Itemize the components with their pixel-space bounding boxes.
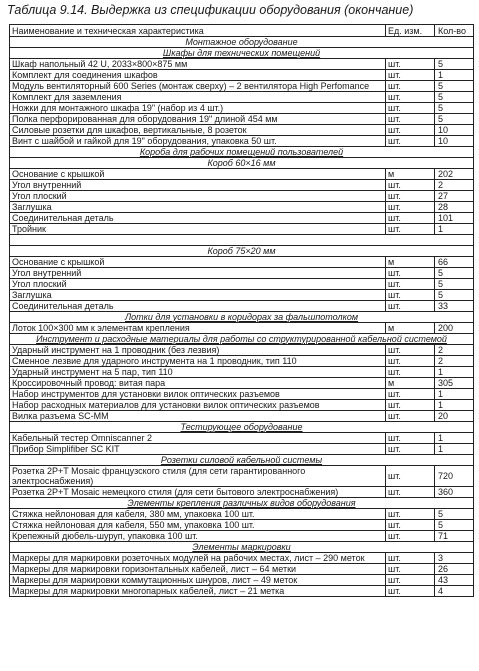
item-qty: 202 — [435, 169, 474, 180]
specification-table — [9, 24, 474, 597]
table-row — [10, 552, 474, 563]
item-qty: 2 — [435, 355, 474, 366]
item-qty: 33 — [435, 300, 474, 311]
table-row — [10, 366, 474, 377]
table-row — [10, 508, 474, 519]
section-title — [10, 497, 474, 508]
section-title — [10, 158, 474, 169]
item-name: Угол плоский — [10, 278, 386, 289]
section-title-text: Монтажное оборудование — [185, 37, 298, 47]
item-unit: шт. — [386, 213, 435, 224]
item-name: Маркеры для маркировки розеточных модулей на рабочих местах, лист – 290 меток — [10, 552, 386, 563]
table-row — [10, 410, 474, 421]
item-unit: шт. — [386, 443, 435, 454]
table-row — [10, 432, 474, 443]
item-qty: 28 — [435, 202, 474, 213]
section-title-text: Инструмент и расходные материалы для работы со структурированной кабельной системой — [36, 333, 447, 344]
section-row — [10, 48, 474, 59]
item-qty: 1 — [435, 224, 474, 235]
section-title — [10, 454, 474, 465]
item-qty: 66 — [435, 256, 474, 267]
item-name: Крепежный дюбель-шуруп, упаковка 100 шт. — [10, 530, 386, 541]
section-title-text: Короба для рабочих помещений пользователей — [139, 147, 344, 157]
item-unit: м — [386, 169, 435, 180]
item-name: Маркеры для маркировки многопарных кабелей, лист – 21 метка — [10, 585, 386, 596]
item-qty: 1 — [435, 70, 474, 81]
item-unit: шт. — [386, 344, 435, 355]
header-unit: Ед. изм. — [386, 25, 435, 37]
item-name: Набор инструментов для установки вилок оптических разъемов — [10, 388, 386, 399]
item-qty: 4 — [435, 585, 474, 596]
item-name: Основание с крышкой — [10, 256, 386, 267]
item-unit: шт. — [386, 563, 435, 574]
item-qty: 20 — [435, 410, 474, 421]
item-name: Полка перфорированная для оборудования 19" длиной 454 мм — [10, 114, 386, 125]
item-qty: 1 — [435, 399, 474, 410]
item-name: Силовые розетки для шкафов, вертикальные, 8 розеток — [10, 125, 386, 136]
table-row — [10, 574, 474, 585]
table-row — [10, 486, 474, 497]
item-unit: м — [386, 322, 435, 333]
section-row — [10, 147, 474, 158]
item-name: Угол внутренний — [10, 267, 386, 278]
item-qty: 200 — [435, 322, 474, 333]
section-title-text: Тестирующее оборудование — [180, 421, 303, 432]
item-qty: 5 — [435, 114, 474, 125]
table-row — [10, 191, 474, 202]
item-qty: 3 — [435, 552, 474, 563]
item-name: Вилка разъема SC-MM — [10, 410, 386, 421]
table-row — [10, 59, 474, 70]
item-qty: 5 — [435, 59, 474, 70]
item-name: Розетка 2P+T Mosaic немецкого стиля (для сети бытового электроснабжения) — [10, 486, 386, 497]
item-qty: 10 — [435, 125, 474, 136]
item-unit: шт. — [386, 289, 435, 300]
item-name: Сменное лезвие для ударного инструмента на 1 проводник, тип 110 — [10, 355, 386, 366]
item-qty: 1 — [435, 388, 474, 399]
table-row — [10, 169, 474, 180]
table-row — [10, 399, 474, 410]
table-row — [10, 202, 474, 213]
item-name: Тройник — [10, 224, 386, 235]
item-unit: шт. — [386, 70, 435, 81]
item-qty: 5 — [435, 508, 474, 519]
item-unit: шт. — [386, 81, 435, 92]
section-row — [10, 541, 474, 552]
item-name: Комплект для заземления — [10, 92, 386, 103]
item-unit: шт. — [386, 136, 435, 147]
item-unit: шт. — [386, 355, 435, 366]
section-title-text: Короб 60×16 мм — [207, 158, 276, 168]
item-unit: шт. — [386, 125, 435, 136]
item-unit: шт. — [386, 180, 435, 191]
item-unit: шт. — [386, 552, 435, 563]
item-qty: 10 — [435, 136, 474, 147]
item-name: Кроссировочный провод: витая пара — [10, 377, 386, 388]
header-name: Наименование и техническая характеристика — [10, 25, 386, 37]
section-title — [10, 311, 474, 322]
item-unit: м — [386, 377, 435, 388]
item-unit: шт. — [386, 410, 435, 421]
table-caption: Таблица 9.14. Выдержка из спецификации оборудования (окончание) — [7, 3, 414, 17]
item-qty: 26 — [435, 563, 474, 574]
table-row — [10, 278, 474, 289]
item-unit: шт. — [386, 508, 435, 519]
table-row — [10, 213, 474, 224]
item-unit: шт. — [386, 103, 435, 114]
section-title-text: Розетки силовой кабельной системы — [160, 454, 323, 465]
table-row — [10, 114, 474, 125]
table-row — [10, 585, 474, 596]
item-unit: шт. — [386, 92, 435, 103]
item-qty: 305 — [435, 377, 474, 388]
item-qty: 101 — [435, 213, 474, 224]
section-title — [10, 541, 474, 552]
item-name: Заглушка — [10, 202, 386, 213]
table-row — [10, 519, 474, 530]
table-row — [10, 563, 474, 574]
section-title — [10, 245, 474, 256]
header-row — [10, 25, 474, 37]
item-qty: 27 — [435, 191, 474, 202]
table-row — [10, 136, 474, 147]
item-name: Модуль вентиляторный 600 Series (монтаж сверху) – 2 вентилятора High Perfomance — [10, 81, 386, 92]
item-name: Винт с шайбой и гайкой для 19" оборудования, упаковка 50 шт. — [10, 136, 386, 147]
section-title — [10, 235, 474, 246]
item-unit: м — [386, 256, 435, 267]
table-row — [10, 70, 474, 81]
item-qty: 5 — [435, 81, 474, 92]
item-unit: шт. — [386, 366, 435, 377]
section-row — [10, 497, 474, 508]
section-title — [10, 37, 474, 48]
item-name: Маркеры для маркировки горизонтальных кабелей, лист – 64 метки — [10, 563, 386, 574]
section-title — [10, 421, 474, 432]
item-name: Розетка 2P+T Mosaic французского стиля (для сети гарантированного электроснабжения) — [10, 465, 386, 486]
item-qty: 5 — [435, 278, 474, 289]
item-name: Ударный инструмент на 1 проводник (без лезвия) — [10, 344, 386, 355]
section-row — [10, 158, 474, 169]
item-qty: 360 — [435, 486, 474, 497]
item-name: Соединительная деталь — [10, 300, 386, 311]
item-name: Ножки для монтажного шкафа 19" (набор из 4 шт.) — [10, 103, 386, 114]
section-row — [10, 333, 474, 344]
table-row — [10, 388, 474, 399]
item-name: Шкаф напольный 42 U, 2033×800×875 мм — [10, 59, 386, 70]
item-qty: 5 — [435, 103, 474, 114]
section-title-text: Короб 75×20 мм — [207, 245, 276, 256]
item-qty: 2 — [435, 344, 474, 355]
section-title-text: Шкафы для технических помещений — [162, 48, 321, 58]
item-name: Лоток 100×300 мм к элементам крепления — [10, 322, 386, 333]
item-name: Заглушка — [10, 289, 386, 300]
table-row — [10, 289, 474, 300]
item-qty: 1 — [435, 432, 474, 443]
item-unit: шт. — [386, 574, 435, 585]
item-name: Комплект для соединения шкафов — [10, 70, 386, 81]
item-qty: 1 — [435, 443, 474, 454]
item-name: Стяжка нейлоновая для кабеля, 550 мм, упаковка 100 шт. — [10, 519, 386, 530]
item-name: Кабельный тестер Omniscanner 2 — [10, 432, 386, 443]
section-title-text: Лотки для установки в коридорах за фальшпотолком — [124, 311, 358, 322]
section-title — [10, 147, 474, 158]
section-title — [10, 48, 474, 59]
item-unit: шт. — [386, 585, 435, 596]
item-unit: шт. — [386, 278, 435, 289]
section-row — [10, 454, 474, 465]
item-name: Угол плоский — [10, 191, 386, 202]
item-name: Набор расходных материалов для установки вилок оптических разъемов — [10, 399, 386, 410]
table-row — [10, 322, 474, 333]
item-name: Ударный инструмент на 5 пар, тип 110 — [10, 366, 386, 377]
item-name: Прибор Simplifiber SC KIT — [10, 443, 386, 454]
item-name: Маркеры для маркировки коммутационных шнуров, лист – 49 меток — [10, 574, 386, 585]
item-unit: шт. — [386, 519, 435, 530]
table-row — [10, 125, 474, 136]
item-unit: шт. — [386, 224, 435, 235]
item-qty: 71 — [435, 530, 474, 541]
item-name: Соединительная деталь — [10, 213, 386, 224]
section-title — [10, 333, 474, 344]
item-name: Угол внутренний — [10, 180, 386, 191]
table-row — [10, 300, 474, 311]
table-row — [10, 344, 474, 355]
item-unit: шт. — [386, 388, 435, 399]
table-row — [10, 530, 474, 541]
section-title-text: Элементы маркировки — [192, 541, 291, 552]
item-qty: 2 — [435, 180, 474, 191]
item-qty: 43 — [435, 574, 474, 585]
item-qty: 5 — [435, 289, 474, 300]
item-unit: шт. — [386, 300, 435, 311]
table-row — [10, 81, 474, 92]
table-row — [10, 180, 474, 191]
item-unit: шт. — [386, 114, 435, 125]
item-unit: шт. — [386, 191, 435, 202]
section-row — [10, 421, 474, 432]
item-name: Основание с крышкой — [10, 169, 386, 180]
item-unit: шт. — [386, 486, 435, 497]
section-title-text: Элементы крепления различных видов оборудования — [127, 497, 356, 508]
table-row — [10, 443, 474, 454]
item-qty: 5 — [435, 519, 474, 530]
item-qty: 5 — [435, 92, 474, 103]
section-row — [10, 235, 474, 246]
item-unit: шт. — [386, 59, 435, 70]
table-row — [10, 465, 474, 486]
table-row — [10, 377, 474, 388]
table-row — [10, 355, 474, 366]
item-unit: шт. — [386, 267, 435, 278]
item-unit: шт. — [386, 202, 435, 213]
header-qty: Кол-во — [435, 25, 474, 37]
table-row — [10, 224, 474, 235]
item-unit: шт. — [386, 432, 435, 443]
table-body — [10, 37, 474, 597]
item-qty: 720 — [435, 465, 474, 486]
item-unit: шт. — [386, 465, 435, 486]
table-row — [10, 267, 474, 278]
item-qty: 5 — [435, 267, 474, 278]
item-unit: шт. — [386, 530, 435, 541]
item-name: Стяжка нейлоновая для кабеля, 380 мм, упаковка 100 шт. — [10, 508, 386, 519]
item-unit: шт. — [386, 399, 435, 410]
table-row — [10, 103, 474, 114]
table-row — [10, 256, 474, 267]
section-row — [10, 311, 474, 322]
table-row — [10, 92, 474, 103]
section-row — [10, 245, 474, 256]
item-qty: 1 — [435, 366, 474, 377]
section-row — [10, 37, 474, 48]
